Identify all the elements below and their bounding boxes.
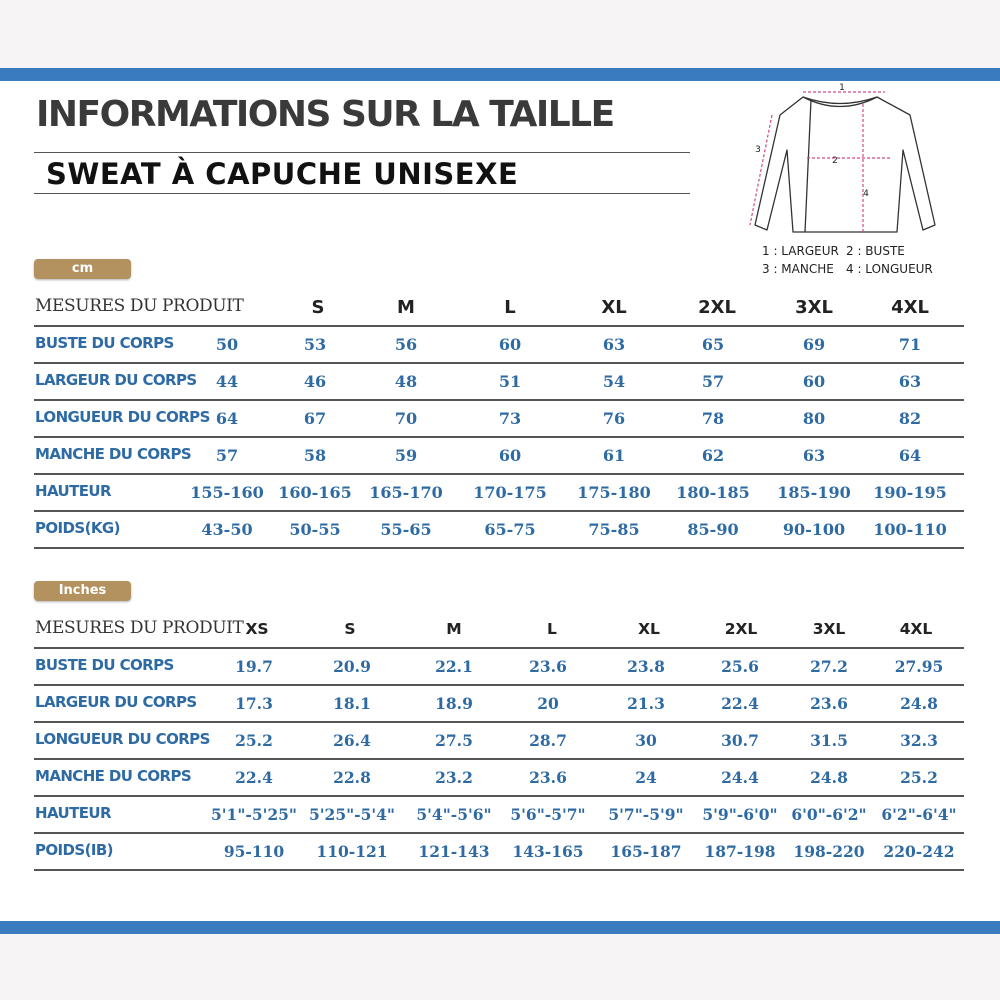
- value-cell: 62: [701, 446, 725, 465]
- value-cell: 155-160: [190, 483, 264, 502]
- value-cell: 63: [898, 372, 922, 391]
- value-cell: 50: [215, 335, 239, 354]
- unit-badge-cm: cm: [34, 259, 131, 279]
- value-cell: 175-180: [577, 483, 651, 502]
- value-cell: 100-110: [873, 520, 947, 539]
- value-cell: 48: [394, 372, 418, 391]
- value-cell: 58: [303, 446, 327, 465]
- value-cell: 121-143: [418, 842, 490, 861]
- value-cell: 23.2: [435, 768, 473, 787]
- legend-item-manche: 3 : MANCHE: [762, 262, 834, 276]
- value-cell: 143-165: [512, 842, 584, 861]
- row-label: MANCHE DU CORPS: [35, 445, 192, 463]
- table-header-row: [34, 612, 964, 649]
- value-cell: 56: [394, 335, 418, 354]
- value-cell: 51: [498, 372, 522, 391]
- table-row: [34, 797, 964, 834]
- value-cell: 23.6: [529, 768, 567, 787]
- size-header-cell: XS: [245, 620, 269, 638]
- value-cell: 27.5: [435, 731, 473, 750]
- size-header-cell: XL: [601, 297, 627, 318]
- table-row: [34, 686, 964, 723]
- value-cell: 5'6"-5'7": [510, 805, 586, 824]
- value-cell: 170-175: [473, 483, 547, 502]
- size-header-cell: 3XL: [812, 620, 846, 638]
- value-cell: 75-85: [588, 520, 640, 539]
- bottom-blue-band: [0, 921, 1000, 934]
- value-cell: 46: [303, 372, 327, 391]
- value-cell: 22.4: [721, 694, 759, 713]
- size-header-cell: 4XL: [899, 620, 933, 638]
- value-cell: 21.3: [627, 694, 665, 713]
- value-cell: 6'2"-6'4": [881, 805, 957, 824]
- row-label: LARGEUR DU CORPS: [35, 693, 197, 711]
- value-cell: 60: [802, 372, 826, 391]
- value-cell: 190-195: [873, 483, 947, 502]
- value-cell: 64: [215, 409, 239, 428]
- unit-badge-inches: Inches: [34, 581, 131, 601]
- value-cell: 24.8: [810, 768, 848, 787]
- marker-2: 2: [832, 156, 838, 166]
- value-cell: 82: [898, 409, 922, 428]
- value-cell: 5'9"-6'0": [702, 805, 778, 824]
- value-cell: 31.5: [810, 731, 848, 750]
- value-cell: 25.6: [721, 657, 759, 676]
- size-header-cell: XL: [638, 620, 660, 638]
- value-cell: 59: [394, 446, 418, 465]
- value-cell: 26.4: [333, 731, 371, 750]
- value-cell: 63: [602, 335, 626, 354]
- value-cell: 78: [701, 409, 725, 428]
- value-cell: 85-90: [687, 520, 739, 539]
- value-cell: 60: [498, 335, 522, 354]
- header-label: MESURES DU PRODUIT: [35, 618, 244, 638]
- value-cell: 43-50: [201, 520, 253, 539]
- marker-3: 3: [755, 145, 761, 155]
- value-cell: 180-185: [676, 483, 750, 502]
- value-cell: 5'1"-5'25": [211, 805, 297, 824]
- table-row: [34, 401, 964, 438]
- row-label: HAUTEUR: [35, 482, 111, 500]
- value-cell: 220-242: [883, 842, 955, 861]
- table-row: [34, 475, 964, 512]
- size-header-cell: S: [344, 620, 356, 638]
- value-cell: 90-100: [782, 520, 846, 539]
- legend-item-longueur: 4 : LONGUEUR: [846, 262, 933, 276]
- table-row: [34, 327, 964, 364]
- table-row: [34, 834, 964, 871]
- value-cell: 71: [898, 335, 922, 354]
- size-table-cm: [34, 290, 964, 549]
- value-cell: 27.95: [894, 657, 944, 676]
- size-header-cell: M: [397, 297, 415, 318]
- row-label: LONGUEUR DU CORPS: [35, 730, 210, 748]
- value-cell: 27.2: [810, 657, 848, 676]
- value-cell: 65: [701, 335, 725, 354]
- value-cell: 22.4: [235, 768, 273, 787]
- value-cell: 198-220: [793, 842, 865, 861]
- value-cell: 69: [802, 335, 826, 354]
- value-cell: 30: [635, 731, 657, 750]
- value-cell: 17.3: [235, 694, 273, 713]
- value-cell: 185-190: [777, 483, 851, 502]
- value-cell: 70: [394, 409, 418, 428]
- value-cell: 55-65: [380, 520, 432, 539]
- value-cell: 23.6: [529, 657, 567, 676]
- value-cell: 95-110: [223, 842, 285, 861]
- size-header-cell: L: [547, 620, 557, 638]
- value-cell: 32.3: [900, 731, 938, 750]
- value-cell: 5'25"-5'4": [309, 805, 395, 824]
- value-cell: 19.7: [235, 657, 273, 676]
- value-cell: 20: [537, 694, 559, 713]
- value-cell: 24.8: [900, 694, 938, 713]
- subtitle-underline: [34, 193, 690, 194]
- table-row: [34, 512, 964, 549]
- row-label: LONGUEUR DU CORPS: [35, 408, 210, 426]
- value-cell: 22.1: [435, 657, 473, 676]
- value-cell: 57: [701, 372, 725, 391]
- row-label: POIDS(IB): [35, 841, 113, 859]
- value-cell: 23.8: [627, 657, 665, 676]
- value-cell: 165-170: [369, 483, 443, 502]
- size-header-cell: 4XL: [891, 297, 929, 318]
- value-cell: 28.7: [529, 731, 567, 750]
- size-header-cell: 2XL: [724, 620, 758, 638]
- marker-4: 4: [863, 189, 869, 199]
- table-row: [34, 438, 964, 475]
- value-cell: 54: [602, 372, 626, 391]
- value-cell: 5'7"-5'9": [608, 805, 684, 824]
- product-subtitle: SWEAT À CAPUCHE UNISEXE: [46, 157, 519, 191]
- table-row: [34, 760, 964, 797]
- value-cell: 61: [602, 446, 626, 465]
- value-cell: 18.9: [435, 694, 473, 713]
- row-label: MANCHE DU CORPS: [35, 767, 192, 785]
- header-label: MESURES DU PRODUIT: [35, 296, 244, 316]
- legend-item-largeur: 1 : LARGEUR: [762, 244, 839, 258]
- size-header-cell: 2XL: [698, 297, 736, 318]
- value-cell: 76: [602, 409, 626, 428]
- value-cell: 60: [498, 446, 522, 465]
- size-header-cell: 3XL: [795, 297, 833, 318]
- size-table-inches: [34, 612, 964, 871]
- value-cell: 44: [215, 372, 239, 391]
- row-label: HAUTEUR: [35, 804, 111, 822]
- value-cell: 53: [303, 335, 327, 354]
- size-header-cell: M: [446, 620, 462, 638]
- value-cell: 30.7: [721, 731, 759, 750]
- value-cell: 6'0"-6'2": [791, 805, 867, 824]
- row-label: POIDS(KG): [35, 519, 120, 537]
- value-cell: 165-187: [610, 842, 682, 861]
- title-underline: [34, 152, 690, 153]
- value-cell: 24.4: [721, 768, 759, 787]
- value-cell: 25.2: [235, 731, 273, 750]
- value-cell: 50-55: [289, 520, 341, 539]
- table-row: [34, 364, 964, 401]
- table-header-row: [34, 290, 964, 327]
- table-row: [34, 649, 964, 686]
- value-cell: 57: [215, 446, 239, 465]
- value-cell: 63: [802, 446, 826, 465]
- row-label: BUSTE DU CORPS: [35, 656, 174, 674]
- legend-item-buste: 2 : BUSTE: [846, 244, 905, 258]
- size-header-cell: L: [504, 297, 516, 318]
- row-label: LARGEUR DU CORPS: [35, 371, 197, 389]
- value-cell: 67: [303, 409, 327, 428]
- value-cell: 110-121: [316, 842, 388, 861]
- value-cell: 25.2: [900, 768, 938, 787]
- value-cell: 160-165: [278, 483, 352, 502]
- page-title: INFORMATIONS SUR LA TAILLE: [36, 94, 614, 135]
- value-cell: 80: [802, 409, 826, 428]
- value-cell: 187-198: [704, 842, 776, 861]
- value-cell: 20.9: [333, 657, 371, 676]
- marker-1: 1: [839, 83, 845, 93]
- value-cell: 18.1: [333, 694, 371, 713]
- value-cell: 65-75: [484, 520, 536, 539]
- value-cell: 22.8: [333, 768, 371, 787]
- size-header-cell: S: [311, 297, 325, 318]
- value-cell: 24: [635, 768, 657, 787]
- value-cell: 23.6: [810, 694, 848, 713]
- value-cell: 64: [898, 446, 922, 465]
- value-cell: 5'4"-5'6": [416, 805, 492, 824]
- value-cell: 73: [498, 409, 522, 428]
- table-row: [34, 723, 964, 760]
- row-label: BUSTE DU CORPS: [35, 334, 174, 352]
